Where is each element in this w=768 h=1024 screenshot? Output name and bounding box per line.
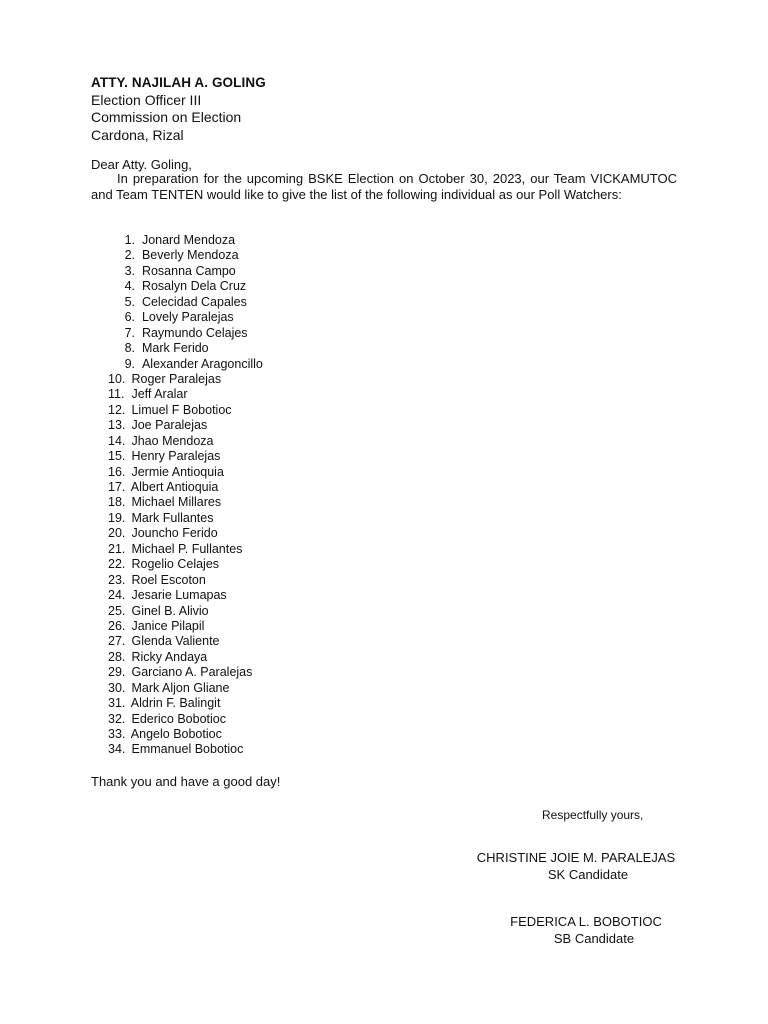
signatory-role: SB Candidate <box>553 931 635 946</box>
list-item <box>108 573 263 588</box>
list-item <box>108 341 263 356</box>
list-item <box>108 372 263 387</box>
list-item-name: Jouncho Ferido <box>131 526 218 541</box>
list-item <box>108 665 263 680</box>
list-item <box>108 403 263 418</box>
addressee-location: Cardona, Rizal <box>91 126 184 143</box>
list-item-name: Rosanna Campo <box>141 263 236 278</box>
signatory-name: CHRISTINE JOIE M. PARALEJAS <box>476 850 676 865</box>
list-item-name: Ginel B. Alivio <box>131 603 209 618</box>
list-item-name: Jeff Aralar <box>131 387 188 402</box>
list-item-name: Roger Paralejas <box>131 371 222 386</box>
list-item-number: 28. <box>108 649 126 664</box>
list-item-number: 13. <box>108 418 126 433</box>
list-item <box>108 387 263 402</box>
list-item-name: Jermie Antioquia <box>131 464 224 479</box>
list-item-name: Ederico Bobotioc <box>131 711 226 726</box>
addressee-office: Commission on Election <box>91 109 242 125</box>
list-item-number: 31. <box>108 696 126 711</box>
list-item-number: 14. <box>108 433 126 448</box>
list-item <box>108 526 263 541</box>
list-item <box>108 604 263 619</box>
list-item-name: Joe Paralejas <box>131 418 208 433</box>
list-item-number: 25. <box>108 603 126 618</box>
list-item <box>108 465 263 480</box>
list-item <box>108 619 263 634</box>
list-item-name: Aldrin F. Balingit <box>130 696 221 711</box>
list-item <box>108 310 263 325</box>
list-item-name: Rosalyn Dela Cruz <box>141 279 247 294</box>
list-item-name: Alexander Aragoncillo <box>141 356 263 371</box>
list-item <box>108 742 263 757</box>
list-item <box>108 357 263 372</box>
list-item-number: 17. <box>108 480 126 494</box>
list-item-number: 11. <box>108 387 125 402</box>
list-item-number: 2. <box>124 248 135 263</box>
list-item-number: 34. <box>108 742 126 757</box>
list-item <box>108 588 263 603</box>
list-item-name: Jesarie Lumapas <box>131 588 227 603</box>
list-item <box>108 495 263 510</box>
salutation: Dear Atty. Goling, <box>91 157 192 172</box>
list-item-number: 19. <box>108 510 126 525</box>
list-item-name: Emmanuel Bobotioc <box>131 742 244 757</box>
list-item-number: 26. <box>108 618 126 633</box>
list-item-name: Garciano A. Paralejas <box>131 665 253 680</box>
list-item-name: Michael P. Fullantes <box>131 541 243 556</box>
list-item-name: Jhao Mendoza <box>131 433 214 448</box>
addressee-name: ATTY. NAJILAH A. GOLING <box>91 75 266 90</box>
list-item-number: 6. <box>124 310 135 325</box>
list-item-number: 21. <box>108 541 126 556</box>
list-item-number: 32. <box>108 711 126 726</box>
list-item-number: 10. <box>108 371 126 386</box>
body-paragraph: In preparation for the upcoming BSKE Election on October 30, 2023, our Team VICKAMUTOC and Team TENTEN would like to give the list of the following individual as our Poll Watchers: <box>91 171 677 202</box>
list-item <box>108 681 263 696</box>
list-item-name: Janice Pilapil <box>131 618 205 633</box>
list-item-name: Celecidad Capales <box>141 294 247 309</box>
list-item-name: Raymundo Celajes <box>141 325 248 340</box>
list-item-name: Glenda Valiente <box>131 634 220 649</box>
list-item <box>108 418 263 433</box>
poll-watchers-list <box>108 233 263 758</box>
list-item <box>108 557 263 572</box>
signatory-name: FEDERICA L. BOBOTIOC <box>510 914 662 929</box>
list-item-name: Beverly Mendoza <box>141 248 239 263</box>
list-item-name: Roel Escoton <box>131 572 206 587</box>
signatory-sk <box>440 849 712 883</box>
list-item-number: 22. <box>108 557 126 572</box>
list-item-number: 23. <box>108 572 126 587</box>
closing-line: Thank you and have a good day! <box>91 774 281 789</box>
list-item-number: 12. <box>108 402 126 417</box>
list-item-name: Limuel F Bobotioc <box>131 402 232 417</box>
signatory-sb <box>470 913 702 947</box>
list-item-name: Mark Fullantes <box>131 510 214 525</box>
list-item-name: Henry Paralejas <box>131 449 221 464</box>
list-item-name: Angelo Bobotioc <box>130 727 222 741</box>
list-item <box>108 727 263 742</box>
list-item-name: Mark Ferido <box>141 341 209 356</box>
list-item-number: 33. <box>108 727 126 741</box>
list-item <box>108 264 263 279</box>
list-item-name: Lovely Paralejas <box>141 310 234 325</box>
list-item-number: 1. <box>124 233 135 247</box>
list-item-name: Ricky Andaya <box>131 649 208 664</box>
list-item-number: 9. <box>124 356 135 371</box>
addressee-block <box>91 74 266 144</box>
list-item <box>108 712 263 727</box>
list-item-number: 27. <box>108 634 126 649</box>
list-item <box>108 511 263 526</box>
list-item-number: 20. <box>108 526 126 541</box>
list-item-number: 7. <box>124 325 135 340</box>
list-item <box>108 634 263 649</box>
list-item <box>108 480 263 495</box>
list-item-number: 3. <box>124 263 135 278</box>
list-item-number: 29. <box>108 665 126 680</box>
list-item <box>108 542 263 557</box>
list-item-number: 30. <box>108 680 126 695</box>
list-item-name: Albert Antioquia <box>130 480 219 494</box>
list-item <box>108 449 263 464</box>
list-item <box>108 295 263 310</box>
list-item <box>108 233 263 248</box>
list-item-number: 15. <box>108 449 126 464</box>
list-item-name: Jonard Mendoza <box>141 233 236 247</box>
list-item <box>108 248 263 263</box>
list-item <box>108 696 263 711</box>
list-item <box>108 650 263 665</box>
list-item-number: 8. <box>124 341 135 356</box>
complimentary-close: Respectfully yours, <box>542 808 644 822</box>
list-item-name: Mark Aljon Gliane <box>131 680 230 695</box>
list-item <box>108 326 263 341</box>
list-item-number: 4. <box>124 279 135 294</box>
addressee-title: Election Officer III <box>91 91 202 108</box>
list-item <box>108 279 263 294</box>
list-item-name: Michael Millares <box>131 495 222 510</box>
list-item-number: 24. <box>108 588 126 603</box>
list-item <box>108 434 263 449</box>
list-item-number: 18. <box>108 495 126 510</box>
list-item-number: 5. <box>124 294 135 309</box>
list-item-number: 16. <box>108 464 126 479</box>
signatory-role: SK Candidate <box>547 867 629 882</box>
list-item-name: Rogelio Celajes <box>131 557 220 572</box>
